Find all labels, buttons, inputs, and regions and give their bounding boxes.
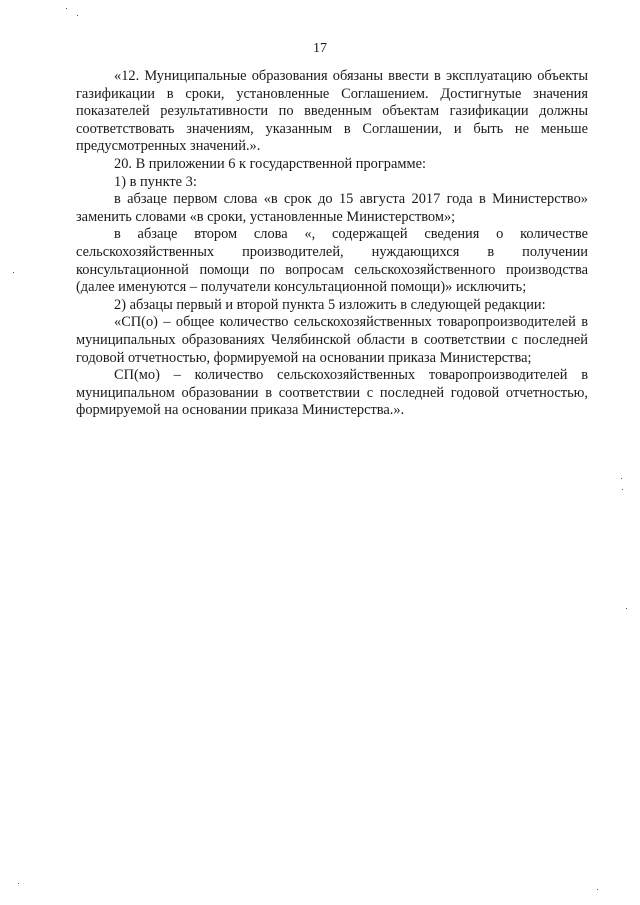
paragraph-definition-sp-mo: СП(мо) – количество сельскохозяйственных товаропроизводителей в муниципальном образовании в соответствии с последней годовой отчетностью, формируемой на основании приказа Министерства.». <box>76 367 588 419</box>
page-number: 17 <box>313 41 327 56</box>
paragraph-first-abzac: в абзаце первом слова «в срок до 15 августа 2017 года в Министерство» заменить словами «в сроки, установленные Министерством»; <box>76 191 588 225</box>
document-body <box>76 68 588 420</box>
scan-speck <box>621 478 622 479</box>
scan-speck <box>77 15 78 16</box>
scan-speck <box>66 8 67 9</box>
paragraph-subitem-1: 1) в пункте 3: <box>114 173 197 190</box>
scan-speck <box>597 889 598 890</box>
scan-speck <box>622 489 623 490</box>
paragraph-subitem-2: 2) абзацы первый и второй пункта 5 изложить в следующей редакции: <box>114 296 546 313</box>
paragraph-item-20: 20. В приложении 6 к государственной программе: <box>114 155 426 172</box>
paragraph-item-12: «12. Муниципальные образования обязаны ввести в эксплуатацию объекты газификации в сроки, установленные Соглашением. Достигнутые значения показателей результативности по введенным объектам газификации должны соответствовать значениям, указанным в Соглашении, и быть не меньше предусмотренных значений.». <box>76 68 588 155</box>
scan-speck <box>13 272 14 273</box>
scan-speck <box>626 608 627 609</box>
paragraph-second-abzac: в абзаце втором слова «, содержащей сведения о количестве сельскохозяйственных производителей, нуждающихся в получении консультационной помощи по вопросам сельскохозяйственного производства (далее именуются – получатели консультационной помощи)» исключить; <box>76 226 588 296</box>
scan-speck <box>18 883 19 884</box>
paragraph-definition-sp-o: «СП(о) – общее количество сельскохозяйственных товаропроизводителей в муниципальных образованиях Челябинской области в соответствии с последней годовой отчетностью, формируемой на основании приказа Министерства; <box>76 314 588 366</box>
